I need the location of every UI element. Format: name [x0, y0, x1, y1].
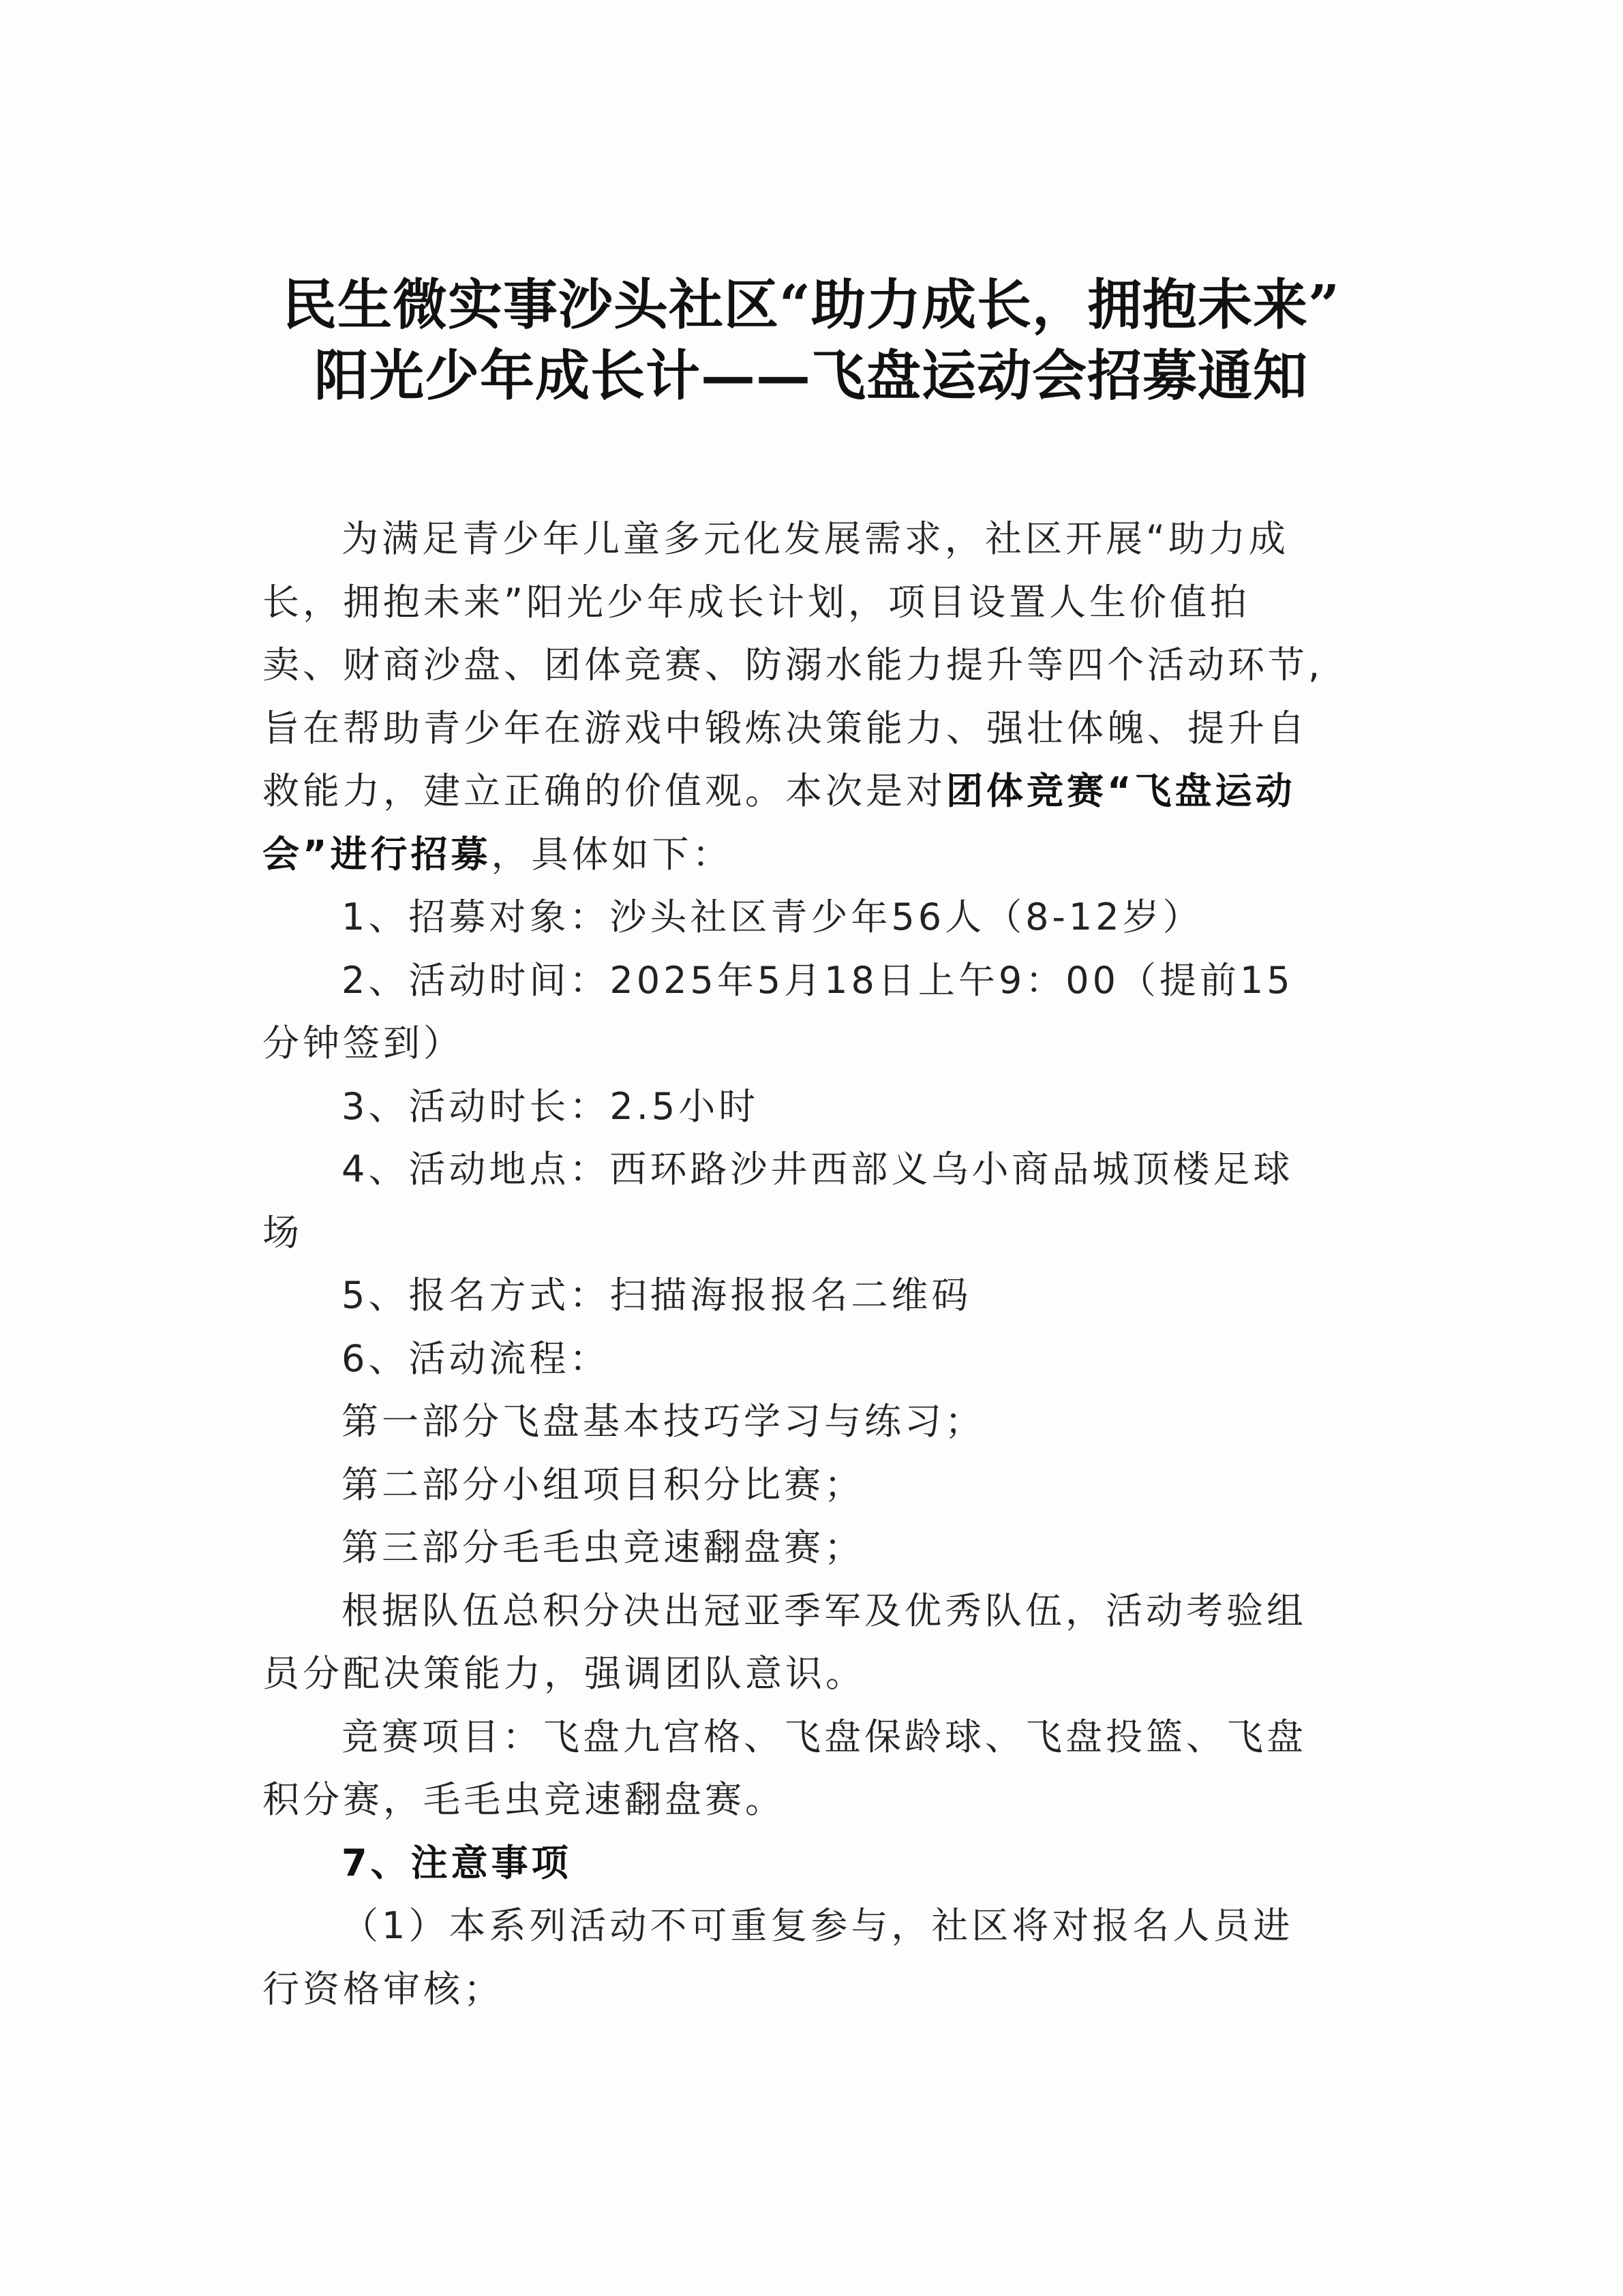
title-line-2: 阳光少年成长计——飞盘运动会招募通知	[314, 343, 1308, 408]
item-signup-method: 5、报名方式：扫描海报报名二维码	[342, 1274, 972, 1317]
note-1: （1）本系列活动不可重复参与，社区将对报名人员进行资格审核；	[262, 1904, 1294, 2010]
flow-part-2: 第二部分小组项目积分比赛；	[342, 1463, 864, 1506]
item-activity-flow: 6、活动流程：	[342, 1336, 610, 1380]
item-recruit-target: 1、招募对象：沙头社区青少年56人（8-12岁）	[342, 896, 1203, 938]
flow-competition-items: 竞赛项目：飞盘九宫格、飞盘保龄球、飞盘投篮、飞盘积分赛，毛毛虫竞速翻盘赛。	[262, 1715, 1307, 1821]
intro-paragraph	[262, 508, 1329, 886]
flow-part-3: 第三部分毛毛虫竞速翻盘赛；	[342, 1526, 864, 1569]
document-title	[204, 269, 1418, 411]
title-line-1: 民生微实事沙头社区“助力成长，拥抱未来”	[282, 273, 1341, 337]
flow-ranking: 根据队伍总积分决出冠亚季军及优秀队伍，活动考验组员分配决策能力，强调团队意识。	[262, 1589, 1307, 1695]
item-activity-duration: 3、活动时长：2.5小时	[342, 1084, 759, 1128]
document-body	[262, 508, 1329, 2021]
flow-part-1: 第一部分飞盘基本技巧学习与练习；	[342, 1400, 985, 1443]
item-activity-location: 4、活动地点：西环路沙井西部义乌小商品城顶楼足球场	[262, 1148, 1294, 1254]
notes-heading: 7、注意事项	[342, 1841, 572, 1884]
item-activity-time: 2、活动时间：2025年5月18日上午9：00（提前15分钟签到）	[262, 958, 1294, 1065]
intro-bold-text: 团体竞赛“飞盘运动会”进行招募	[262, 769, 1296, 876]
intro-tail-text: ，具体如下：	[491, 832, 733, 876]
intro-text: 为满足青少年儿童多元化发展需求，社区开展“助力成长，拥抱未来”阳光少年成长计划，项目设置人生价值拍卖、财商沙盘、团体竞赛、防溺水能力提升等四个活动环节,旨在帮助青少年在游戏中锻炼决策能力、强壮体魄、提升自救能力，建立正确的价值观。本次是对	[262, 517, 1324, 812]
